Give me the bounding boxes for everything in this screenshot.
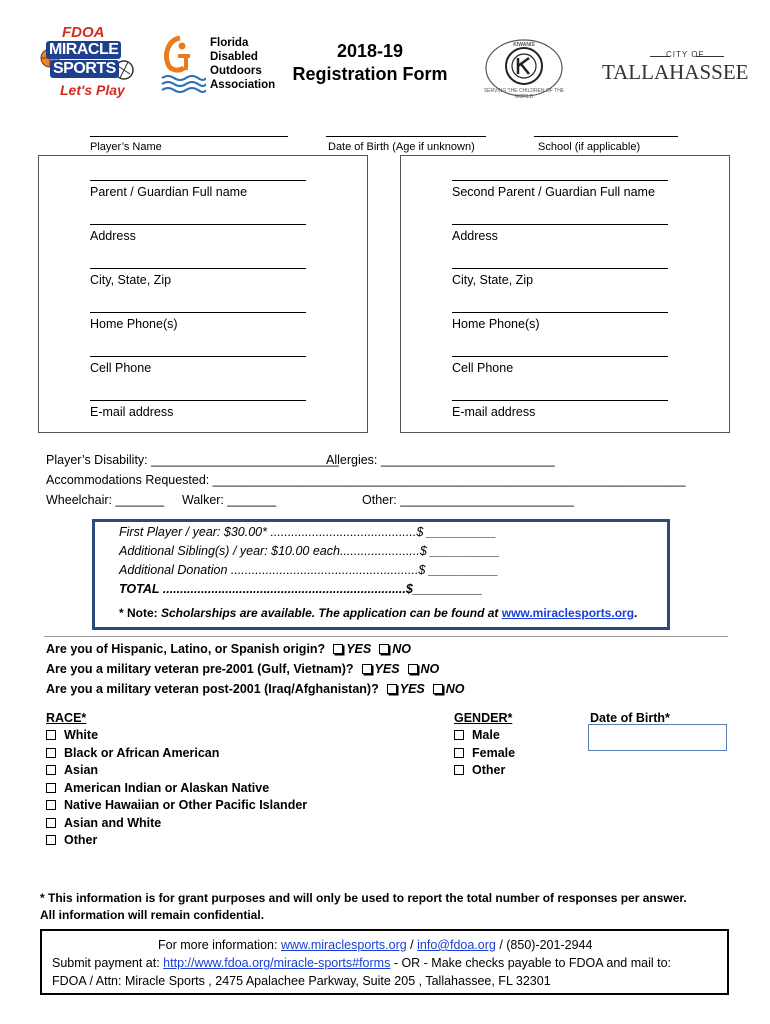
other-equipment-field[interactable]: Other: _________________________ bbox=[362, 493, 575, 507]
player-name-label: Player’s Name bbox=[90, 141, 162, 153]
race-option[interactable] bbox=[46, 816, 161, 830]
gender-option[interactable] bbox=[454, 763, 505, 777]
question-no-option[interactable] bbox=[433, 682, 465, 696]
gender-option-label: Other bbox=[472, 763, 506, 777]
race-heading: RACE* bbox=[46, 711, 87, 725]
submit-link[interactable]: http://www.fdoa.org/miracle-sports#forms bbox=[163, 956, 391, 970]
submit-line bbox=[52, 956, 671, 970]
miracle-tagline: Let's Play bbox=[60, 82, 125, 98]
parent_left-field-line[interactable] bbox=[90, 224, 306, 225]
option-label: NO bbox=[392, 642, 411, 656]
footer-sep: / bbox=[406, 938, 418, 952]
donation-fee[interactable]: Additional Donation ......................................................$ __________ bbox=[119, 563, 499, 577]
checkbox-icon[interactable] bbox=[333, 644, 343, 654]
kiwanis-center-text: KIWANIS bbox=[513, 42, 535, 48]
parent_left-field-line[interactable] bbox=[90, 356, 306, 357]
gender-option-label: Female bbox=[472, 745, 516, 760]
section-divider bbox=[44, 636, 728, 637]
race-option[interactable] bbox=[46, 746, 219, 760]
checkbox-icon[interactable] bbox=[379, 644, 389, 654]
parent_right-field-label: Address bbox=[452, 229, 498, 243]
parent_left-field-line[interactable] bbox=[90, 400, 306, 401]
checkbox-icon[interactable] bbox=[433, 684, 443, 694]
disability-field[interactable]: Player’s Disability: ___________________________ bbox=[46, 453, 339, 467]
fdoa-line1: Florida bbox=[210, 37, 249, 49]
checkbox-icon[interactable] bbox=[46, 800, 56, 810]
option-label: NO bbox=[420, 662, 440, 676]
gender-option[interactable] bbox=[454, 728, 500, 742]
checkbox-icon[interactable] bbox=[46, 748, 56, 758]
parent_right-field-label: Second Parent / Guardian Full name bbox=[452, 185, 655, 199]
note-link[interactable]: www.miraclesports.org bbox=[501, 606, 635, 620]
wheelchair-field[interactable]: Wheelchair: _______ bbox=[46, 493, 165, 507]
race-option[interactable] bbox=[46, 728, 98, 742]
fdoa-line2: Disabled bbox=[210, 51, 258, 63]
parent_right-field-line[interactable] bbox=[452, 180, 668, 181]
tallahassee-small: CITY OF bbox=[666, 50, 705, 59]
question-yes-option[interactable] bbox=[387, 682, 425, 696]
disclaimer-line2: All information will remain confidential. bbox=[40, 908, 265, 922]
submit-suffix: - OR - Make checks payable to FDOA and mail to: bbox=[390, 956, 672, 970]
race-option[interactable] bbox=[46, 798, 307, 812]
fdoa-line4: Association bbox=[210, 79, 276, 91]
form-title: Registration Form bbox=[292, 64, 448, 84]
survey-question bbox=[46, 662, 439, 676]
parent_right-field-line[interactable] bbox=[452, 356, 668, 357]
checkbox-icon[interactable] bbox=[46, 765, 56, 775]
survey-question bbox=[46, 642, 411, 656]
race-option-label: Black or African American bbox=[64, 745, 220, 760]
gender-option-label: Male bbox=[472, 728, 500, 742]
parent_right-field-line[interactable] bbox=[452, 312, 668, 313]
survey-question bbox=[46, 682, 465, 696]
kiwanis-ring-text: SERVING THE CHILDREN OF THE WORLD bbox=[483, 88, 565, 100]
parent_right-field-label: Home Phone(s) bbox=[452, 317, 540, 331]
parent_right-field-line[interactable] bbox=[452, 400, 668, 401]
checkbox-icon[interactable] bbox=[46, 783, 56, 793]
player-dob-label: Date of Birth (Age if unknown) bbox=[328, 141, 475, 153]
miracle-top-text: FDOA bbox=[62, 24, 105, 41]
dob-heading: Date of Birth* bbox=[590, 711, 670, 725]
more-info-label: For more information: bbox=[158, 938, 281, 952]
checkbox-icon[interactable] bbox=[362, 664, 372, 674]
total-fee[interactable]: TOTAL ......................................................................$__________ bbox=[119, 582, 483, 596]
miracle-line1: MIRACLE bbox=[46, 41, 121, 59]
race-option[interactable] bbox=[46, 763, 98, 777]
kiwanis-logo bbox=[483, 38, 565, 98]
parent_left-field-line[interactable] bbox=[90, 268, 306, 269]
mailing-address: FDOA / Attn: Miracle Sports , 2475 Apalachee Parkway, Suite 205 , Tallahassee, FL 32301 bbox=[52, 974, 551, 988]
race-option-label: White bbox=[64, 728, 99, 742]
question-text: Are you of Hispanic, Latino, or Spanish origin? bbox=[46, 642, 326, 656]
tallahassee-logo bbox=[600, 48, 749, 94]
checkbox-icon[interactable] bbox=[454, 765, 464, 775]
parent_right-field-label: Cell Phone bbox=[452, 361, 514, 375]
scholarship-note bbox=[119, 606, 637, 620]
note-suffix: . bbox=[634, 606, 638, 620]
question-text: Are you a military veteran post-2001 (Iraq/Afghanistan)? bbox=[46, 682, 379, 696]
player-dob-line[interactable] bbox=[326, 136, 486, 137]
school-label: School (if applicable) bbox=[538, 141, 641, 153]
race-option[interactable] bbox=[46, 781, 269, 795]
parent_left-field-label: E-mail address bbox=[90, 405, 174, 419]
question-no-option[interactable] bbox=[408, 662, 440, 676]
race-option-label: American Indian or Alaskan Native bbox=[64, 780, 270, 795]
parent_left-field-line[interactable] bbox=[90, 312, 306, 313]
sibling-fee[interactable]: Additional Sibling(s) / year: $10.00 each.......................$ __________ bbox=[119, 544, 500, 558]
more-info-line bbox=[158, 938, 592, 952]
fdoa-logo bbox=[160, 34, 280, 98]
race-option[interactable] bbox=[46, 833, 97, 847]
question-yes-option[interactable] bbox=[362, 662, 400, 676]
parent_right-field-line[interactable] bbox=[452, 268, 668, 269]
parent_left-field-label: City, State, Zip bbox=[90, 273, 172, 287]
footer-email-link[interactable]: info@fdoa.org bbox=[417, 938, 496, 952]
race-option-label: Asian and White bbox=[64, 815, 162, 830]
race-option-label: Asian bbox=[64, 763, 99, 777]
parent_left-field-label: Home Phone(s) bbox=[90, 317, 178, 331]
option-label: YES bbox=[374, 662, 400, 676]
question-yes-option[interactable] bbox=[333, 642, 371, 656]
option-label: NO bbox=[445, 682, 465, 696]
form-year: 2018-19 bbox=[336, 41, 404, 61]
school-line[interactable] bbox=[534, 136, 678, 137]
parent_left-field-line[interactable] bbox=[90, 180, 306, 181]
gender-option[interactable] bbox=[454, 746, 515, 760]
question-text: Are you a military veteran pre-2001 (Gulf, Vietnam)? bbox=[46, 662, 354, 676]
first-player-fee[interactable]: First Player / year: $30.00* ..........................................$ __________ bbox=[119, 525, 497, 539]
footer-phone: / (850)-201-2944 bbox=[495, 938, 593, 952]
player-name-line[interactable] bbox=[90, 136, 288, 137]
allergies-field[interactable]: Allergies: _________________________ bbox=[326, 453, 555, 467]
checkbox-icon[interactable] bbox=[46, 818, 56, 828]
submit-prefix: Submit payment at: bbox=[52, 956, 164, 970]
option-label: YES bbox=[346, 642, 372, 656]
gender-heading: GENDER* bbox=[454, 711, 513, 725]
parent_left-field-label: Address bbox=[90, 229, 136, 243]
fdoa-line3: Outdoors bbox=[210, 65, 262, 77]
tallahassee-big: TALLAHASSEE bbox=[602, 60, 749, 84]
checkbox-icon[interactable] bbox=[387, 684, 397, 694]
parent_right-field-label: E-mail address bbox=[452, 405, 536, 419]
parent_left-field-label: Cell Phone bbox=[90, 361, 152, 375]
checkbox-icon[interactable] bbox=[46, 835, 56, 845]
parent_right-field-label: City, State, Zip bbox=[452, 273, 534, 287]
disclaimer-line1: * This information is for grant purposes and will only be used to report the total number of responses per answer. bbox=[40, 891, 687, 905]
race-option-label: Other bbox=[64, 833, 98, 847]
checkbox-icon[interactable] bbox=[46, 730, 56, 740]
checkbox-icon[interactable] bbox=[454, 730, 464, 740]
parent_left-field-label: Parent / Guardian Full name bbox=[90, 185, 248, 199]
footer-website-link[interactable]: www.miraclesports.org bbox=[280, 938, 407, 952]
note-prefix: * Note: bbox=[119, 606, 161, 620]
option-label: YES bbox=[399, 682, 425, 696]
parent_right-field-line[interactable] bbox=[452, 224, 668, 225]
walker-field[interactable]: Walker: _______ bbox=[182, 493, 277, 507]
question-no-option[interactable] bbox=[379, 642, 411, 656]
dob-input[interactable] bbox=[588, 724, 727, 751]
miracle-sports-logo bbox=[38, 24, 134, 104]
accommodations-field[interactable]: Accommodations Requested: ____________________________________________________________________ bbox=[46, 473, 686, 487]
note-text: Scholarships are available. The application can be found at bbox=[161, 606, 502, 620]
race-option-label: Native Hawaiian or Other Pacific Islander bbox=[64, 798, 308, 812]
checkbox-icon[interactable] bbox=[408, 664, 418, 674]
checkbox-icon[interactable] bbox=[454, 748, 464, 758]
miracle-line2: SPORTS bbox=[50, 60, 119, 78]
